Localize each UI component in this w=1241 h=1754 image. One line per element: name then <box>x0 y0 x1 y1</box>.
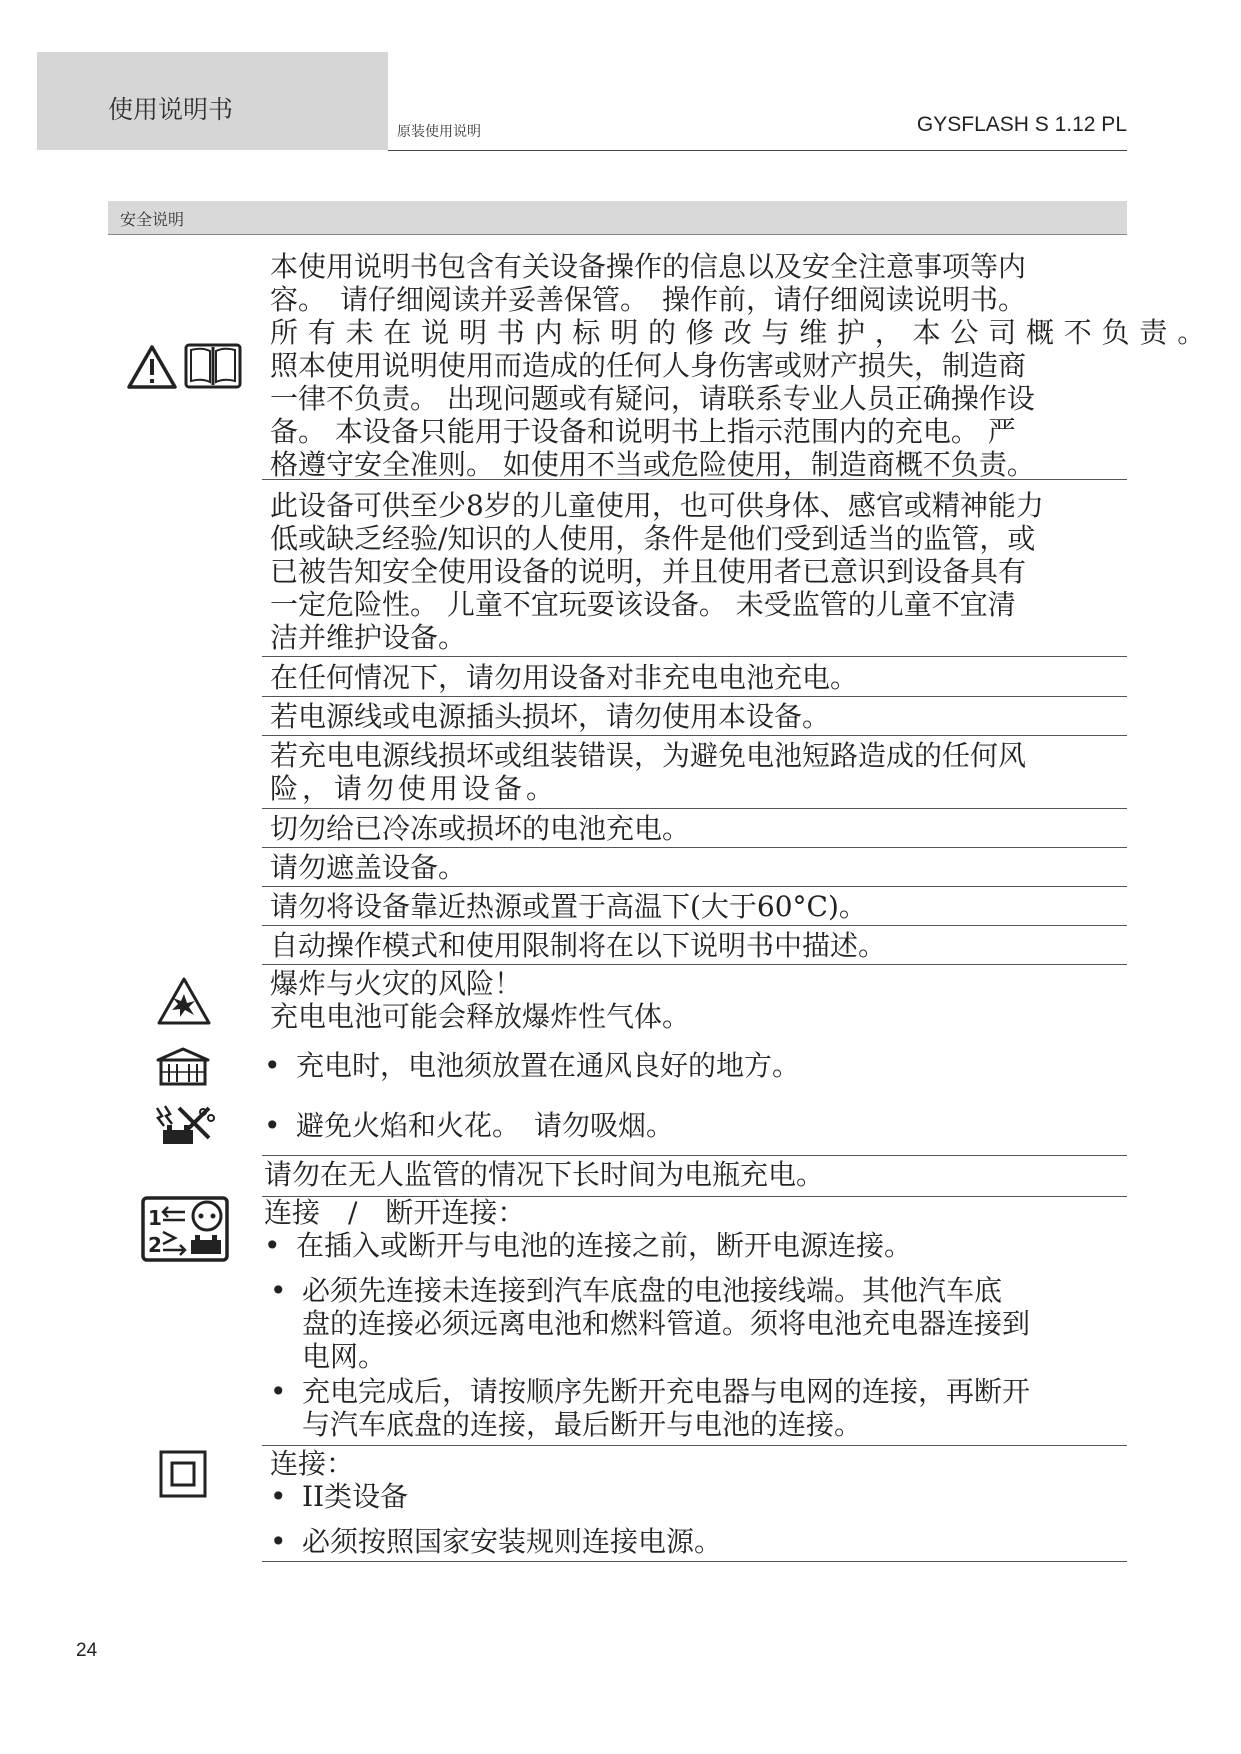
section-bar <box>108 201 1127 235</box>
rule-2: 若电源线或电源插头损坏，请勿使用本设备。 <box>270 700 831 733</box>
section-title: 安全说明 <box>120 210 185 229</box>
page-number: 24 <box>76 1640 98 1661</box>
connect-bullet-1: 在插入或断开与电池的连接之前，断开电源连接。 <box>296 1229 913 1262</box>
class-ii-icon <box>158 1449 208 1499</box>
intro-line-2: 容。 请仔细阅读并妥善保管。 操作前，请仔细阅读说明书。 <box>270 283 1027 316</box>
bullet-dot: • <box>264 1049 281 1082</box>
children-line-1: 此设备可供至少8岁的儿童使用，也可供身体、感官或精神能力 <box>270 489 1044 522</box>
children-line-5: 洁并维护设备。 <box>270 621 467 654</box>
rule-4: 切勿给已冷冻或损坏的电池充电。 <box>270 812 691 845</box>
svg-text:2: 2 <box>148 1233 162 1257</box>
rule-6: 请勿将设备靠近热源或置于高温下(大于60°C)。 <box>270 890 867 923</box>
explosion-bullet-1: 充电时，电池须放置在通风良好的地方。 <box>296 1049 801 1082</box>
intro-line-6: 备。 本设备只能用于设备和说明书上指示范围内的充电。 严 <box>270 415 1016 448</box>
rule-3-line-2: 险，请勿使用设备。 <box>270 772 559 805</box>
rule-5: 请勿遮盖设备。 <box>270 851 467 884</box>
bullet-dot: • <box>270 1525 287 1558</box>
warning-icon <box>126 344 178 390</box>
intro-line-1: 本使用说明书包含有关设备操作的信息以及安全注意事项等内 <box>270 250 1027 283</box>
power-title: 连接： <box>270 1447 355 1480</box>
connect-bullet-2-line-1: 必须先连接未连接到汽车底盘的电池接线端。其他汽车底 <box>302 1274 1003 1307</box>
explosion-text: 充电电池可能会释放爆炸性气体。 <box>270 1000 691 1033</box>
connect-bullet-2-line-2: 盘的连接必须远离电池和燃料管道。须将电池充电器连接到 <box>302 1307 1031 1340</box>
power-bullet-1: II类设备 <box>302 1480 409 1513</box>
children-line-2: 低或缺乏经验/知识的人使用，条件是他们受到适当的监管，或 <box>270 522 1036 555</box>
power-bullet-2: 必须按照国家安装规则连接电源。 <box>302 1525 723 1558</box>
header-rule <box>388 150 1127 151</box>
explosion-warning-icon <box>156 976 212 1026</box>
connect-bullet-3-line-1: 充电完成后，请按顺序先断开充电器与电网的连接，再断开 <box>302 1375 1031 1408</box>
manual-subtitle: 原装使用说明 <box>397 124 481 140</box>
intro-line-3: 所有未在说明书内标明的修改与维护，本公司概不负责。 <box>270 316 1216 349</box>
explosion-row <box>262 965 1127 1155</box>
explosion-bullet-2: 避免火焰和火花。 请勿吸烟。 <box>296 1109 675 1142</box>
connection-sequence-icon <box>141 1196 229 1262</box>
intro-line-7: 格遵守安全准则。 如使用不当或危险使用，制造商概不负责。 <box>270 448 1035 481</box>
intro-line-4: 照本使用说明使用而造成的任何人身伤害或财产损失，制造商 <box>270 349 1027 382</box>
intro-line-5: 一律不负责。 出现问题或有疑问，请联系专业人员正确操作设 <box>270 382 1035 415</box>
explosion-title: 爆炸与火灾的风险！ <box>270 967 523 1000</box>
bullet-dot: • <box>270 1480 287 1513</box>
bullet-dot: • <box>264 1229 281 1262</box>
connect-bullet-3-line-2: 与汽车底盘的连接，最后断开与电池的连接。 <box>302 1408 863 1441</box>
bullet-dot: • <box>264 1109 281 1142</box>
manual-title: 使用说明书 <box>108 95 234 124</box>
connect-title: 连接 / 断开连接： <box>264 1196 526 1229</box>
no-fire-icon <box>153 1104 215 1146</box>
children-line-4: 一定危险性。 儿童不宜玩耍该设备。 未受监管的儿童不宜清 <box>270 588 1016 621</box>
product-name: GYSFLASH S 1.12 PL <box>916 113 1127 136</box>
rule-1: 在任何情况下，请勿用设备对非充电电池充电。 <box>270 661 859 694</box>
unattended-text: 请勿在无人监管的情况下长时间为电瓶充电。 <box>264 1158 825 1191</box>
connect-row <box>262 1197 1127 1446</box>
manual-book-icon <box>183 342 243 390</box>
rule-3-line-1: 若充电电源线损坏或组装错误，为避免电池短路造成的任何风 <box>270 739 1027 772</box>
ventilation-icon <box>155 1046 211 1086</box>
bullet-dot: • <box>270 1375 287 1408</box>
connect-bullet-2-line-3: 电网。 <box>302 1340 387 1373</box>
bullet-dot: • <box>270 1274 287 1307</box>
rule-7: 自动操作模式和使用限制将在以下说明书中描述。 <box>270 929 887 962</box>
power-row <box>262 1446 1127 1562</box>
children-line-3: 已被告知安全使用设备的说明，并且使用者已意识到设备具有 <box>270 555 1027 588</box>
svg-text:1: 1 <box>148 1206 162 1230</box>
